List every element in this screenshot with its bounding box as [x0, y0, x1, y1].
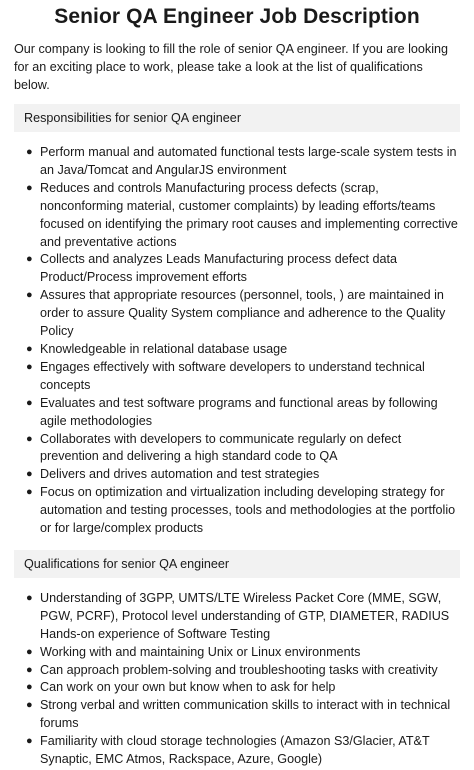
list-item-text: Familiarity with cloud storage technologies (Amazon S3/Glacier, AT&T Synaptic, EMC Atmos, Rackspace, Azure, Google) [40, 734, 430, 767]
list-item-text: Strong verbal and written communication skills to interact with in technical forums [40, 698, 451, 731]
list-item [26, 431, 460, 467]
bullet-icon: ● [26, 432, 33, 445]
bullet-icon: ● [26, 699, 33, 712]
list-item [26, 144, 460, 180]
bullet-icon: ● [26, 181, 33, 194]
list-item [26, 341, 460, 359]
list-item-text: Collects and analyzes Leads Manufacturing process defect data Product/Process improvement efforts [40, 252, 398, 285]
list-item [26, 697, 460, 733]
list-item-text: Reduces and controls Manufacturing process defects (scrap, nonconforming material, customer complaints) by leading efforts/teams focused on identifying the primary root causes and implementing corrective and preventative actions [40, 180, 458, 249]
qualifications-header: Qualifications for senior QA engineer [14, 550, 460, 578]
bullet-icon: ● [26, 468, 33, 481]
list-item-text: Understanding of 3GPP, UMTS/LTE Wireless Packet Core (MME, SGW, PGW, PCRF), Protocol level understanding of GTP, DIAMETER, RADIUS Hands-on experience of Software Testing [40, 590, 450, 641]
list-item-text: Knowledgeable in relational database usage [40, 341, 288, 356]
list-item [26, 733, 460, 769]
bullet-icon: ● [26, 342, 33, 355]
list-item-text: Working with and maintaining Unix or Linux environments [40, 644, 361, 659]
bullet-icon: ● [26, 663, 33, 676]
list-item-text: Can approach problem-solving and troubleshooting tasks with creativity [40, 662, 438, 677]
bullet-icon: ● [26, 253, 33, 266]
list-item [26, 180, 460, 252]
list-item [26, 395, 460, 431]
list-item [26, 644, 460, 662]
list-item-text: Engages effectively with software developers to understand technical concepts [40, 359, 425, 392]
bullet-icon: ● [26, 735, 33, 748]
list-item-text: Focus on optimization and virtualization including developing strategy for automation and testing processes, tools and methodologies at the portfolio or for large/complex products [40, 485, 456, 536]
job-description-page [0, 4, 474, 769]
list-item [26, 359, 460, 395]
bullet-icon: ● [26, 289, 33, 302]
list-item-text: Evaluates and test software programs and functional areas by following agile methodologies [40, 395, 438, 428]
page-title: Senior QA Engineer Job Description [54, 5, 420, 28]
qualifications-list [14, 590, 460, 769]
list-item [26, 484, 460, 538]
list-item [26, 251, 460, 287]
list-item [26, 662, 460, 680]
bullet-icon: ● [26, 591, 33, 604]
list-item-text: Perform manual and automated functional tests large-scale system tests in an Java/Tomcat and AngularJS environment [40, 145, 457, 177]
list-item-text: Collaborates with developers to communicate regularly on defect prevention and delivering a high standard code to QA [40, 431, 402, 464]
list-item-text: Delivers and drives automation and test strategies [40, 467, 320, 482]
list-item [26, 679, 460, 697]
responsibilities-header: Responsibilities for senior QA engineer [14, 104, 460, 132]
bullet-icon: ● [26, 146, 33, 158]
bullet-icon: ● [26, 681, 33, 694]
bullet-icon: ● [26, 486, 33, 499]
intro-paragraph: Our company is looking to fill the role of senior QA engineer. If you are looking for an exciting place to work, please take a look at the list of qualifications below. [14, 42, 449, 92]
list-item [26, 466, 460, 484]
list-item [26, 287, 460, 341]
list-item-text: Can work on your own but know when to ask for help [40, 680, 336, 695]
bullet-icon: ● [26, 360, 33, 373]
bullet-icon: ● [26, 645, 33, 658]
responsibilities-list [14, 144, 460, 538]
list-item-text: Assures that appropriate resources (personnel, tools, ) are maintained in order to assure Quality System compliance and adherence to the Quality Policy [40, 288, 446, 339]
bullet-icon: ● [26, 396, 33, 409]
list-item [26, 590, 460, 644]
